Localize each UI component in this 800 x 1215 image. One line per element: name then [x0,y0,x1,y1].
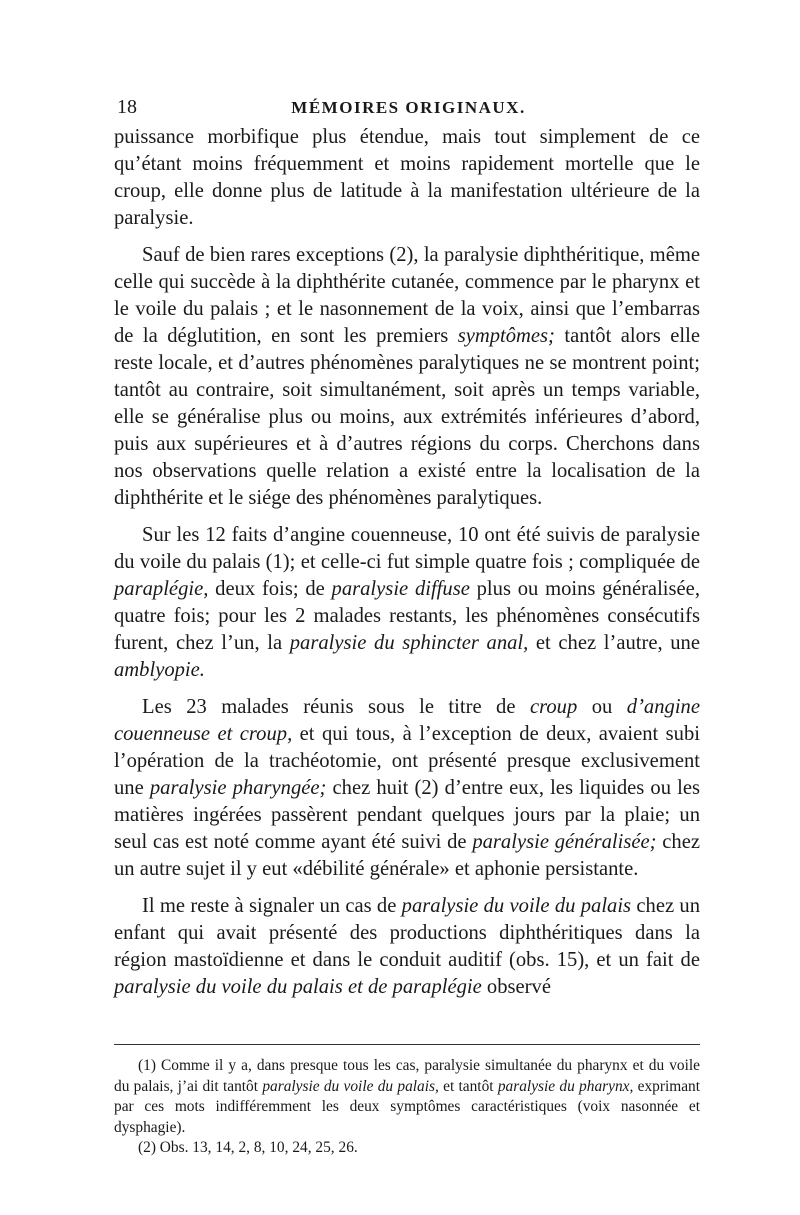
paragraph-1 [114,124,700,232]
italic-span: paralysie du voile du palais et de paraplégie [114,976,482,998]
running-title: MÉMOIRES ORIGINAUX. [291,98,526,117]
text-span: deux fois; de [208,578,332,600]
text-span: et chez l’autre, une [528,632,700,654]
italic-span: paralysie généralisée; [472,831,657,853]
italic-span: paralysie diffuse [331,578,470,600]
italic-span: symptômes; [457,325,555,347]
paragraph-5 [114,893,700,1001]
text-span: Les 23 malades réunis sous le titre de [142,696,530,718]
text-span: Il me reste à signaler un cas de [142,895,402,917]
italic-span: paraplégie, [114,578,209,600]
text-span: et tantôt [438,1077,498,1095]
italic-span: paralysie pharyngée; [149,777,327,799]
text-span: et qui tous, à l’exception de deux, avaient subi l’opération de la trachéotomie, ont présenté presque exclusivement une [114,723,700,799]
paragraph-4 [114,694,700,883]
footnote-2: (2) Obs. 13, 14, 2, 8, 10, 24, 25, 26. [138,1139,358,1156]
text-span: chez huit (2) d’entre eux, les liquides ou les matières ingérées passèrent pendant quelques jours par la plaie; un seul cas est noté comme ayant été suivi de [114,777,700,853]
text-span: puissance morbifique plus étendue, mais tout simplement de ce qu’étant moins fréquemment et moins rapidement mortelle que le croup, elle donne plus de latitude à la manifestation ultérieure de la paralysie. [114,126,700,229]
text-span: exprimant par ces mots indifféremment les deux symptômes caractéristiques (voix nasonnée et dysphagie). [114,1077,701,1136]
italic-span: d’angine couenneuse et croup, [114,696,700,745]
italic-span: amblyopie. [114,659,205,681]
footnote-1 [114,1056,700,1138]
text-span: Sur les 12 faits d’angine couenneuse, 10 ont été suivis de paralysie du voile du palais (1); et celle-ci fut simple quatre fois ; compliquée de [114,524,700,573]
text-span: ou [577,696,627,718]
main-text [114,124,700,1001]
text-span: observé [481,976,551,998]
text-span: tantôt alors elle reste locale, et d’autres phénomènes paralytiques ne se montrent point; tantôt au contraire, soit simultanément, soit après un temps variable, elle se généralise plus ou moins, aux extrémités inférieures d’abord, puis aux supérieures et à d’autres régions du corps. Cherchons dans nos observations quelle relation a existé entre la localisation de la diphthérite et le siége des phénomènes paralytiques. [114,325,700,509]
text-span: Sauf de bien rares exceptions (2), la paralysie diphthéritique, même celle qui succède à la diphthérite cutanée, commence par le pharynx et le voile du palais ; et le nasonnement de la voix, ainsi que l’embarras de la déglutition, en sont les premiers [114,244,700,347]
page-header [117,96,700,124]
footnote-divider [114,1044,700,1045]
footnotes [114,1056,700,1159]
italic-span: paralysie du sphincter anal, [289,632,529,654]
text-span: (1) Comme il y a, dans presque tous les cas, paralysie simultanée du pharynx et du voile du palais, j’ai dit tantôt [114,1057,700,1095]
text-span: chez un autre sujet il y eut «débilité générale» et aphonie persistante. [114,831,700,880]
paragraph-2 [114,242,700,512]
page-number: 18 [117,96,137,118]
text-span: chez un enfant qui avait présenté des productions diphthéritiques dans la région mastoïdienne et dans le conduit auditif (obs. 15), et un fait de [114,895,700,971]
paragraph-3 [114,522,700,684]
text-span: plus ou moins généralisée, quatre fois; pour les 2 malades restants, les phénomènes consécutifs furent, chez l’un, la [114,578,700,654]
italic-span: paralysie du voile du palais [401,895,632,917]
italic-span: croup [529,696,578,718]
italic-span: paralysie du pharynx, [497,1077,634,1095]
italic-span: paralysie du voile du palais, [262,1077,439,1095]
